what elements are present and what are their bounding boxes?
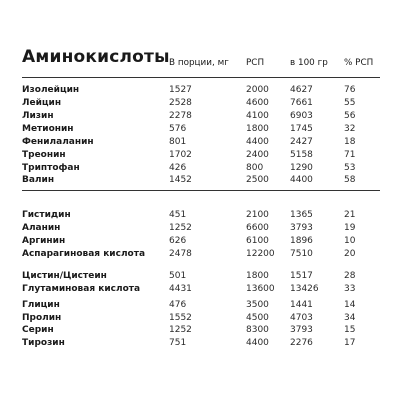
per-serving-value: 801 bbox=[169, 137, 187, 147]
pct-rsp-value: 32 bbox=[344, 124, 356, 134]
per-serving-value: 751 bbox=[169, 338, 187, 348]
per-100g-value: 2427 bbox=[290, 137, 313, 147]
per-100g-value: 3793 bbox=[290, 325, 313, 335]
amino-acid-name: Триптофан bbox=[22, 163, 80, 173]
rsp-value: 800 bbox=[246, 163, 264, 173]
pct-rsp-value: 17 bbox=[344, 338, 356, 348]
amino-acid-name: Гистидин bbox=[22, 210, 71, 220]
pct-rsp-value: 58 bbox=[344, 175, 356, 185]
per-100g-value: 4703 bbox=[290, 313, 313, 323]
pct-rsp-value: 10 bbox=[344, 236, 356, 246]
header-per-100g: в 100 гр bbox=[290, 58, 328, 68]
per-serving-value: 576 bbox=[169, 124, 187, 134]
rsp-value: 2400 bbox=[246, 150, 269, 160]
per-serving-value: 1252 bbox=[169, 223, 192, 233]
pct-rsp-value: 14 bbox=[344, 300, 356, 310]
per-serving-value: 1702 bbox=[169, 150, 192, 160]
per-100g-value: 1745 bbox=[290, 124, 313, 134]
per-100g-value: 1896 bbox=[290, 236, 313, 246]
rsp-value: 3500 bbox=[246, 300, 269, 310]
per-100g-value: 1517 bbox=[290, 271, 313, 281]
per-100g-value: 4627 bbox=[290, 85, 313, 95]
top-divider bbox=[22, 77, 380, 78]
per-100g-value: 1365 bbox=[290, 210, 313, 220]
rsp-value: 6600 bbox=[246, 223, 269, 233]
pct-rsp-value: 55 bbox=[344, 98, 356, 108]
per-100g-value: 4400 bbox=[290, 175, 313, 185]
pct-rsp-value: 33 bbox=[344, 284, 356, 294]
per-serving-value: 1252 bbox=[169, 325, 192, 335]
header-per-serving: В порции, мг bbox=[169, 58, 229, 68]
pct-rsp-value: 15 bbox=[344, 325, 356, 335]
amino-acid-name: Пролин bbox=[22, 313, 62, 323]
per-serving-value: 501 bbox=[169, 271, 187, 281]
per-serving-value: 426 bbox=[169, 163, 187, 173]
amino-acid-name: Метионин bbox=[22, 124, 74, 134]
header-pct-rsp: % РСП bbox=[344, 58, 374, 68]
amino-acid-name: Аланин bbox=[22, 223, 61, 233]
per-100g-value: 1290 bbox=[290, 163, 313, 173]
rsp-value: 4500 bbox=[246, 313, 269, 323]
per-serving-value: 451 bbox=[169, 210, 187, 220]
per-100g-value: 5158 bbox=[290, 150, 313, 160]
pct-rsp-value: 76 bbox=[344, 85, 356, 95]
per-100g-value: 1441 bbox=[290, 300, 313, 310]
per-serving-value: 4431 bbox=[169, 284, 192, 294]
rsp-value: 8300 bbox=[246, 325, 269, 335]
pct-rsp-value: 71 bbox=[344, 150, 356, 160]
amino-acid-name: Серин bbox=[22, 325, 54, 335]
pct-rsp-value: 34 bbox=[344, 313, 356, 323]
per-serving-value: 1552 bbox=[169, 313, 192, 323]
per-serving-value: 1452 bbox=[169, 175, 192, 185]
per-serving-value: 626 bbox=[169, 236, 187, 246]
per-serving-value: 1527 bbox=[169, 85, 192, 95]
per-serving-value: 476 bbox=[169, 300, 187, 310]
per-100g-value: 13426 bbox=[290, 284, 319, 294]
per-100g-value: 3793 bbox=[290, 223, 313, 233]
amino-acid-name: Тирозин bbox=[22, 338, 65, 348]
group-divider bbox=[22, 190, 380, 191]
amino-acid-name: Аспарагиновая кислота bbox=[22, 249, 146, 259]
header-rsp: РСП bbox=[246, 58, 265, 68]
pct-rsp-value: 19 bbox=[344, 223, 356, 233]
rsp-value: 1800 bbox=[246, 124, 269, 134]
amino-acid-name: Изолейцин bbox=[22, 85, 80, 95]
amino-acid-name: Цистин/Цистеин bbox=[22, 271, 107, 281]
rsp-value: 1800 bbox=[246, 271, 269, 281]
rsp-value: 12200 bbox=[246, 249, 275, 259]
rsp-value: 13600 bbox=[246, 284, 275, 294]
pct-rsp-value: 53 bbox=[344, 163, 356, 173]
per-100g-value: 7661 bbox=[290, 98, 313, 108]
rsp-value: 4600 bbox=[246, 98, 269, 108]
per-serving-value: 2528 bbox=[169, 98, 192, 108]
pct-rsp-value: 18 bbox=[344, 137, 356, 147]
amino-acid-name: Валин bbox=[22, 175, 55, 185]
per-100g-value: 6903 bbox=[290, 111, 313, 121]
amino-acid-name: Фенилаланин bbox=[22, 137, 94, 147]
rsp-value: 2000 bbox=[246, 85, 269, 95]
amino-acid-name: Лейцин bbox=[22, 98, 62, 108]
amino-acid-name: Лизин bbox=[22, 111, 54, 121]
rsp-value: 4100 bbox=[246, 111, 269, 121]
rsp-value: 4400 bbox=[246, 338, 269, 348]
per-serving-value: 2278 bbox=[169, 111, 192, 121]
per-100g-value: 2276 bbox=[290, 338, 313, 348]
amino-acid-name: Глицин bbox=[22, 300, 60, 310]
pct-rsp-value: 21 bbox=[344, 210, 356, 220]
pct-rsp-value: 20 bbox=[344, 249, 356, 259]
amino-acid-name: Аргинин bbox=[22, 236, 66, 246]
per-100g-value: 7510 bbox=[290, 249, 313, 259]
page-title: Аминокислоты bbox=[22, 47, 170, 67]
rsp-value: 2100 bbox=[246, 210, 269, 220]
amino-acid-name: Глутаминовая кислота bbox=[22, 284, 141, 294]
pct-rsp-value: 28 bbox=[344, 271, 356, 281]
rsp-value: 4400 bbox=[246, 137, 269, 147]
amino-acid-name: Треонин bbox=[22, 150, 66, 160]
rsp-value: 2500 bbox=[246, 175, 269, 185]
per-serving-value: 2478 bbox=[169, 249, 192, 259]
rsp-value: 6100 bbox=[246, 236, 269, 246]
pct-rsp-value: 56 bbox=[344, 111, 356, 121]
